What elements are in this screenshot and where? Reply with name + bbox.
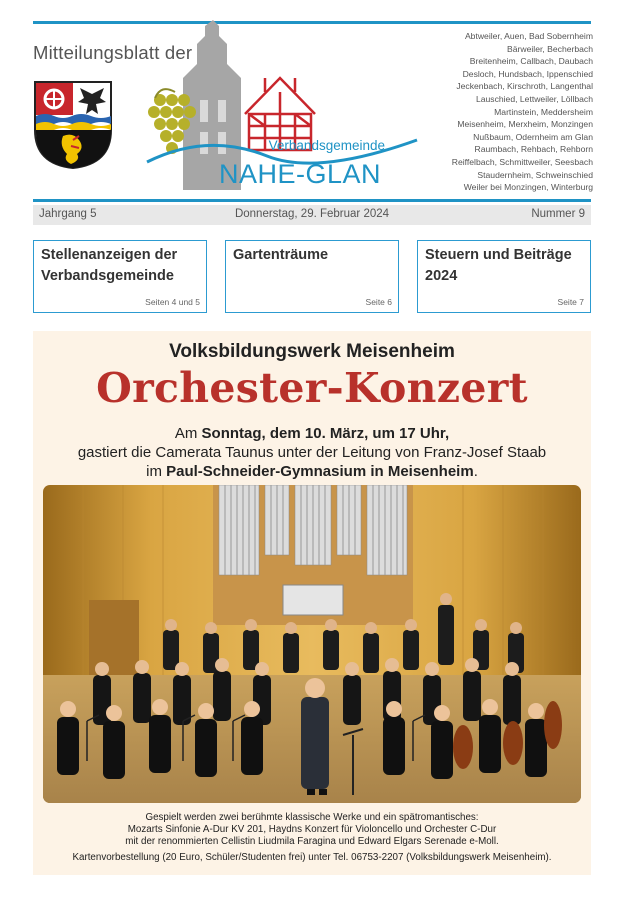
member-towns-list bbox=[423, 30, 593, 194]
logo-line2: NAHE-GLAN bbox=[218, 159, 381, 189]
ad-headline: Orchester-Konzert bbox=[96, 364, 528, 412]
teaser-page: Seite 6 bbox=[365, 297, 392, 307]
header-rule bbox=[33, 199, 591, 202]
ad-program-line3: mit der renommierten Cellistin Liudmila Faragina und Edward Elgars Serenade e-Moll. bbox=[125, 836, 499, 847]
town-line: Nußbaum, Odernheim am Glan bbox=[473, 131, 593, 142]
town-line: Bärweiler, Becherbach bbox=[507, 43, 593, 54]
teaser-title: Steuern und Beiträge 2024 bbox=[425, 247, 572, 284]
teaser-stellenanzeigen[interactable] bbox=[33, 240, 207, 313]
concert-advertisement bbox=[33, 331, 591, 875]
logo-line1: Verbandsgemeinde bbox=[268, 138, 385, 153]
coat-of-arms bbox=[33, 80, 113, 170]
town-line: Breitenheim, Callbach, Daubach bbox=[469, 56, 593, 67]
ad-performer-line: gastiert die Camerata Taunus unter der Leitung von Franz-Josef Staab bbox=[77, 444, 547, 461]
town-line: Martinstein, Meddersheim bbox=[494, 106, 593, 117]
issue-info-bar bbox=[33, 205, 591, 225]
town-line: Lauschied, Lettweiler, Löllbach bbox=[475, 93, 593, 104]
teaser-title: Stellenanzeigen der Verbandsgemeinde bbox=[41, 247, 178, 284]
ad-program-line1: Gespielt werden zwei berühmte klassische Werke und ein spätromantisches: bbox=[145, 812, 479, 823]
town-line: Raumbach, Rehbach, Rehborn bbox=[474, 144, 593, 155]
teaser-page: Seiten 4 und 5 bbox=[145, 297, 200, 307]
teaser-gartentraeume[interactable] bbox=[225, 240, 399, 313]
town-line: Reiffelbach, Schmittweiler, Seesbach bbox=[451, 156, 593, 167]
volume-label: Jahrgang 5 bbox=[39, 208, 97, 220]
town-line: Desloch, Hundsbach, Ippenschied bbox=[462, 68, 593, 79]
town-line: Abtweiler, Auen, Bad Sobernheim bbox=[464, 31, 593, 41]
ad-organizer: Volksbildungswerk Meisenheim bbox=[169, 341, 455, 362]
ad-venue-line: im Paul-Schneider-Gymnasium in Meisenheim. bbox=[146, 463, 478, 480]
issue-date: Donnerstag, 29. Februar 2024 bbox=[234, 208, 390, 220]
teaser-title: Gartenträume bbox=[233, 247, 329, 263]
ad-tickets-line: Kartenvorbestellung (20 Euro, Schüler/Studenten frei) unter Tel. 06753-2207 (Volksbildungswerk Meisenheim). bbox=[72, 852, 552, 863]
ad-program-line2: Mozarts Sinfonie A-Dur KV 201, Haydns Konzert für Violoncello und Orchester C-Dur bbox=[127, 824, 497, 835]
masthead-title: Mitteilungsblatt der bbox=[33, 42, 193, 63]
teaser-steuern[interactable] bbox=[417, 240, 591, 313]
verbandsgemeinde-logo bbox=[145, 20, 420, 190]
ad-date-line: Am Sonntag, dem 10. März, um 17 Uhr, bbox=[174, 425, 450, 442]
town-line: Jeckenbach, Kirschroth, Langenthal bbox=[456, 81, 593, 92]
orchestra-photo bbox=[43, 485, 581, 803]
town-line: Staudernheim, Schweinschied bbox=[477, 169, 593, 180]
issue-number: Nummer 9 bbox=[531, 208, 585, 220]
town-line: Weiler bei Monzingen, Winterburg bbox=[463, 182, 593, 193]
teaser-page: Seite 7 bbox=[557, 297, 584, 307]
town-line: Meisenheim, Merxheim, Monzingen bbox=[457, 119, 593, 130]
